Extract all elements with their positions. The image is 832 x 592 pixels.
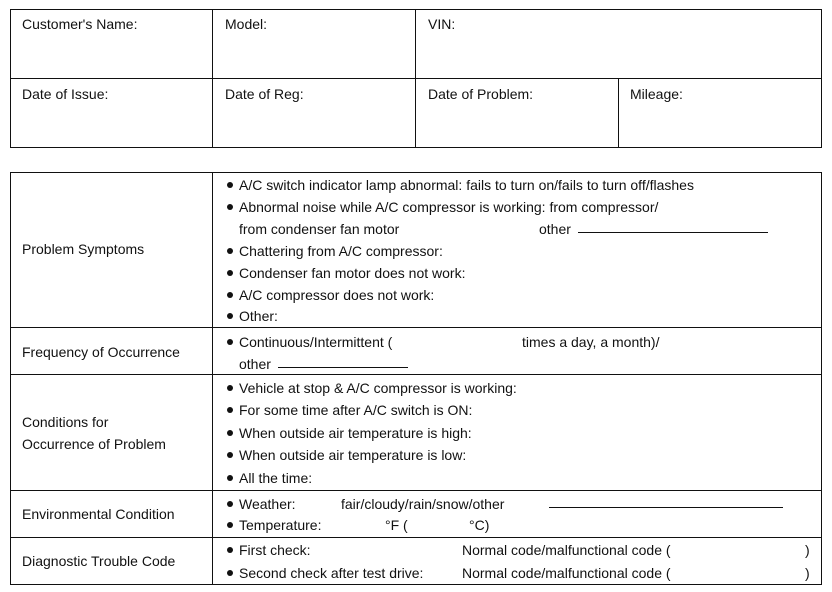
symptom-item: Other:	[239, 308, 278, 324]
symptom-item: Chattering from A/C compressor:	[239, 243, 443, 259]
bullet	[227, 204, 233, 210]
symptom-other-label: other	[539, 221, 571, 237]
symptom-item: Condenser fan motor does not work:	[239, 265, 466, 281]
condition-item: When outside air temperature is high:	[239, 425, 472, 441]
frequency-other-label: other	[239, 356, 271, 372]
bullet	[227, 501, 233, 507]
bullet	[227, 522, 233, 528]
bullet	[227, 339, 233, 345]
frequency-text: Continuous/Intermittent (	[239, 334, 393, 350]
customer-name-label: Customer's Name:	[22, 16, 138, 32]
symptom-table	[10, 172, 822, 585]
first-check-close: )	[805, 542, 810, 558]
second-check-close: )	[805, 565, 810, 581]
second-check-code: Normal code/malfunctional code (	[462, 565, 671, 581]
conditions-label-line1: Conditions for	[22, 414, 109, 430]
weather-options: fair/cloudy/rain/snow/other	[341, 496, 505, 512]
mileage-label: Mileage:	[630, 86, 683, 102]
second-check-label: Second check after test drive:	[239, 565, 424, 581]
condition-item: Vehicle at stop & A/C compressor is working:	[239, 380, 517, 396]
bullet	[227, 292, 233, 298]
bullet	[227, 182, 233, 188]
celsius-unit: °C)	[469, 517, 490, 533]
date-of-problem-label: Date of Problem:	[428, 86, 534, 102]
bullet	[227, 385, 233, 391]
condition-item: All the time:	[239, 470, 313, 486]
row-divider-4	[10, 537, 822, 538]
date-of-reg-label: Date of Reg:	[225, 86, 304, 102]
bullet	[227, 430, 233, 436]
bullet	[227, 313, 233, 319]
row-divider-3	[10, 490, 822, 491]
first-check-code: Normal code/malfunctional code (	[462, 542, 671, 558]
header-col-divider-2	[415, 9, 416, 148]
blank-line	[278, 355, 408, 368]
weather-label: Weather:	[239, 496, 296, 512]
header-col-divider-1	[212, 9, 213, 148]
bullet	[227, 570, 233, 576]
fahrenheit-unit: °F (	[385, 517, 408, 533]
bullet	[227, 547, 233, 553]
bullet	[227, 270, 233, 276]
blank-line	[578, 220, 768, 233]
label-column-divider	[212, 172, 213, 585]
bullet	[227, 452, 233, 458]
row-divider-1	[10, 327, 822, 328]
header-row-divider	[10, 78, 822, 79]
symptom-item-continuation: from condenser fan motor	[239, 221, 400, 237]
frequency-label: Frequency of Occurrence	[22, 344, 180, 360]
header-col-divider-3	[618, 78, 619, 148]
frequency-text-suffix: times a day, a month)/	[522, 334, 660, 350]
row-divider-2	[10, 374, 822, 375]
vin-label: VIN:	[428, 16, 456, 32]
bullet	[227, 248, 233, 254]
blank-line	[549, 495, 783, 508]
problem-symptoms-label: Problem Symptoms	[22, 241, 145, 257]
dtc-label: Diagnostic Trouble Code	[22, 553, 176, 569]
condition-item: When outside air temperature is low:	[239, 447, 467, 463]
condition-item: For some time after A/C switch is ON:	[239, 402, 473, 418]
date-of-issue-label: Date of Issue:	[22, 86, 109, 102]
symptom-item: A/C compressor does not work:	[239, 287, 435, 303]
bullet	[227, 475, 233, 481]
symptom-item: Abnormal noise while A/C compressor is working: from compressor/	[239, 199, 659, 215]
first-check-label: First check:	[239, 542, 311, 558]
environment-label: Environmental Condition	[22, 506, 175, 522]
bullet	[227, 407, 233, 413]
model-label: Model:	[225, 16, 268, 32]
temperature-label: Temperature:	[239, 517, 322, 533]
symptom-item: A/C switch indicator lamp abnormal: fails to turn on/fails to turn off/flashes	[239, 177, 694, 193]
conditions-label-line2: Occurrence of Problem	[22, 436, 166, 452]
